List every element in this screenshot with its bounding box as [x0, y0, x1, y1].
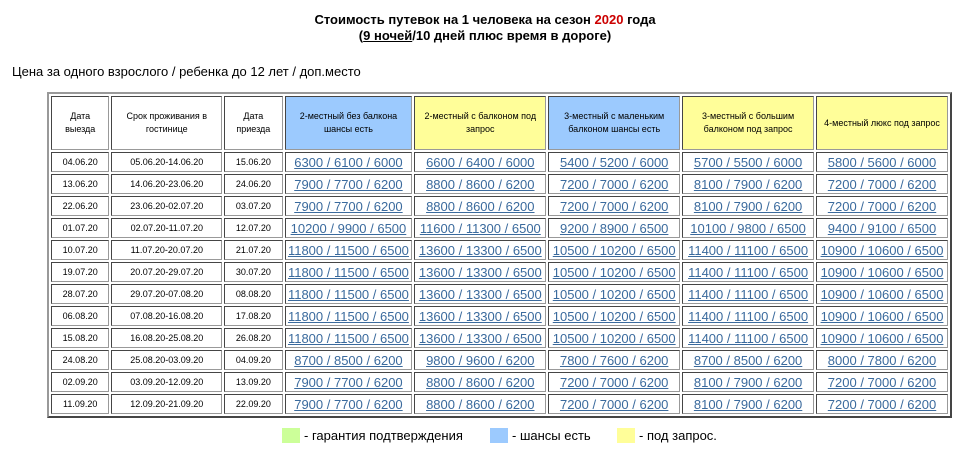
price-cell — [548, 372, 680, 392]
price-cell — [682, 394, 814, 414]
price-cell — [682, 174, 814, 194]
price-cell — [414, 306, 546, 326]
arrival-date-cell: 08.08.20 — [224, 284, 282, 304]
price-link[interactable]: 8100 / 7900 / 6200 — [693, 396, 803, 412]
price-cell — [548, 328, 680, 348]
title-line-2-open: ( — [358, 28, 364, 43]
price-cell — [682, 152, 814, 172]
table-row — [51, 240, 948, 260]
price-link[interactable]: 13600 / 13300 / 6500 — [418, 242, 542, 258]
price-link[interactable]: 11800 / 11500 / 6500 — [287, 286, 409, 302]
price-link[interactable]: 10900 / 10600 / 6500 — [820, 264, 944, 280]
price-cell — [414, 372, 546, 392]
price-link[interactable]: 7200 / 7000 / 6200 — [559, 198, 669, 214]
price-link[interactable]: 10500 / 10200 / 6500 — [552, 264, 676, 280]
title-prefix: Стоимость путевок на 1 человека на сезон — [314, 12, 595, 27]
arrival-date-cell: 21.07.20 — [224, 240, 282, 260]
price-cell — [816, 174, 948, 194]
price-cell — [414, 262, 546, 282]
price-cell — [682, 218, 814, 238]
price-cell — [414, 350, 546, 370]
price-link[interactable]: 11800 / 11500 / 6500 — [287, 242, 409, 258]
price-link[interactable]: 8800 / 8600 / 6200 — [426, 198, 535, 214]
price-link[interactable]: 8100 / 7900 / 6200 — [693, 374, 803, 390]
legend-swatch-green — [282, 428, 300, 443]
legend-label: - гарантия подтверждения — [304, 428, 463, 443]
price-link[interactable]: 5400 / 5200 / 6000 — [559, 154, 669, 170]
page-title — [0, 12, 970, 44]
price-cell — [548, 240, 680, 260]
header-cell-room-3-small-balcony: 3-местный с маленьким балконом шансы есть — [548, 96, 680, 150]
table-row — [51, 262, 948, 282]
price-cell — [285, 196, 413, 216]
price-link[interactable]: 8800 / 8600 / 6200 — [426, 176, 535, 192]
price-link[interactable]: 8800 / 8600 / 6200 — [426, 396, 535, 412]
price-link[interactable]: 11400 / 11100 / 6500 — [688, 286, 809, 302]
price-cell — [548, 284, 680, 304]
price-cell — [816, 218, 948, 238]
header-cell-arrival: Дата приезда — [224, 96, 282, 150]
price-link[interactable]: 7900 / 7700 / 6200 — [294, 176, 403, 192]
price-cell — [682, 306, 814, 326]
price-link[interactable]: 9400 / 9100 / 6500 — [827, 220, 937, 236]
table-row — [51, 174, 948, 194]
departure-date-cell: 02.09.20 — [51, 372, 109, 392]
arrival-date-cell: 22.09.20 — [224, 394, 282, 414]
price-link[interactable]: 10500 / 10200 / 6500 — [552, 330, 676, 346]
price-cell — [548, 350, 680, 370]
price-link[interactable]: 10900 / 10600 / 6500 — [820, 242, 944, 258]
price-cell — [816, 196, 948, 216]
price-cell — [548, 196, 680, 216]
price-link[interactable]: 7900 / 7700 / 6200 — [294, 396, 403, 412]
price-link[interactable]: 7200 / 7000 / 6200 — [559, 176, 669, 192]
price-link[interactable]: 9800 / 9600 / 6200 — [426, 352, 535, 368]
price-cell — [548, 306, 680, 326]
price-cell — [285, 240, 413, 260]
stay-period-cell: 20.07.20-29.07.20 — [111, 262, 222, 282]
header-cell-room-4-lux: 4-местный люкс под запрос — [816, 96, 948, 150]
price-cell — [285, 350, 413, 370]
price-link[interactable]: 10500 / 10200 / 6500 — [552, 286, 676, 302]
price-cell — [285, 284, 413, 304]
title-line-2-rest: /10 дней плюс время в дороге) — [412, 28, 612, 43]
price-link[interactable]: 7900 / 7700 / 6200 — [294, 198, 403, 214]
price-cell — [682, 372, 814, 392]
price-link[interactable]: 10900 / 10600 / 6500 — [820, 286, 944, 302]
price-link[interactable]: 7200 / 7000 / 6200 — [827, 396, 937, 412]
price-cell — [285, 152, 413, 172]
table-row — [51, 284, 948, 304]
price-link[interactable]: 11400 / 11100 / 6500 — [688, 242, 809, 258]
header-cell-room-2-balcony: 2-местный с балконом под запрос — [414, 96, 546, 150]
price-cell — [414, 196, 546, 216]
price-link[interactable]: 9200 / 8900 / 6500 — [559, 220, 669, 236]
price-link[interactable]: 11400 / 11100 / 6500 — [688, 264, 809, 280]
price-link[interactable]: 8800 / 8600 / 6200 — [426, 374, 535, 390]
departure-date-cell: 15.08.20 — [51, 328, 109, 348]
price-cell — [548, 152, 680, 172]
table-row — [51, 328, 948, 348]
price-link[interactable]: 8000 / 7800 / 6200 — [827, 352, 937, 368]
price-cell — [285, 262, 413, 282]
stay-period-cell: 03.09.20-12.09.20 — [111, 372, 222, 392]
table-row — [51, 306, 948, 326]
stay-period-cell: 25.08.20-03.09.20 — [111, 350, 222, 370]
price-link[interactable]: 10100 / 9800 / 6500 — [690, 220, 806, 236]
price-link[interactable]: 8100 / 7900 / 6200 — [693, 176, 803, 192]
stay-period-cell: 23.06.20-02.07.20 — [111, 196, 222, 216]
table-row — [51, 372, 948, 392]
legend-item-guarantee — [282, 428, 463, 443]
price-link[interactable]: 11600 / 11300 / 6500 — [419, 220, 541, 236]
price-cell — [816, 372, 948, 392]
legend-swatch-blue — [490, 428, 508, 443]
price-cell — [414, 218, 546, 238]
stay-period-cell: 14.06.20-23.06.20 — [111, 174, 222, 194]
table-row — [51, 196, 948, 216]
price-cell — [816, 262, 948, 282]
departure-date-cell: 28.07.20 — [51, 284, 109, 304]
price-link[interactable]: 11800 / 11500 / 6500 — [287, 308, 409, 324]
price-link[interactable]: 10500 / 10200 / 6500 — [552, 308, 676, 324]
table-row — [51, 350, 948, 370]
price-cell — [682, 328, 814, 348]
price-cell — [816, 350, 948, 370]
stay-period-cell: 05.06.20-14.06.20 — [111, 152, 222, 172]
departure-date-cell: 01.07.20 — [51, 218, 109, 238]
price-link[interactable]: 11800 / 11500 / 6500 — [287, 330, 409, 346]
price-cell — [816, 328, 948, 348]
price-cell — [682, 350, 814, 370]
title-year: 2020 — [594, 12, 624, 27]
arrival-date-cell: 03.07.20 — [224, 196, 282, 216]
price-cell — [548, 394, 680, 414]
table-row — [51, 218, 948, 238]
price-cell — [285, 306, 413, 326]
price-cell — [414, 174, 546, 194]
arrival-date-cell: 24.06.20 — [224, 174, 282, 194]
stay-period-cell: 16.08.20-25.08.20 — [111, 328, 222, 348]
price-cell — [285, 218, 413, 238]
price-cell — [548, 174, 680, 194]
nights-label: 9 ночей — [363, 28, 413, 43]
arrival-date-cell: 26.08.20 — [224, 328, 282, 348]
price-link[interactable]: 7200 / 7000 / 6200 — [827, 176, 937, 192]
table-row — [51, 394, 948, 414]
price-link[interactable]: 11400 / 11100 / 6500 — [688, 330, 809, 346]
price-cell — [816, 240, 948, 260]
departure-date-cell: 04.06.20 — [51, 152, 109, 172]
price-link[interactable]: 5700 / 5500 / 6000 — [693, 154, 803, 170]
price-cell — [816, 152, 948, 172]
departure-date-cell: 10.07.20 — [51, 240, 109, 260]
price-link[interactable]: 10200 / 9900 / 6500 — [290, 220, 407, 236]
price-link[interactable]: 13600 / 13300 / 6500 — [418, 330, 542, 346]
price-link[interactable]: 7900 / 7700 / 6200 — [294, 374, 403, 390]
price-cell — [285, 372, 413, 392]
price-cell — [816, 284, 948, 304]
legend-label: - шансы есть — [512, 428, 591, 443]
price-link[interactable]: 13600 / 13300 / 6500 — [418, 264, 542, 280]
price-link[interactable]: 11400 / 11100 / 6500 — [688, 308, 809, 324]
price-link[interactable]: 13600 / 13300 / 6500 — [418, 286, 542, 302]
price-link[interactable]: 7200 / 7000 / 6200 — [827, 374, 937, 390]
price-link[interactable]: 8700 / 8500 / 6200 — [693, 352, 803, 368]
price-link[interactable]: 7200 / 7000 / 6200 — [559, 374, 669, 390]
price-link[interactable]: 7200 / 7000 / 6200 — [827, 198, 937, 214]
stay-period-cell: 29.07.20-07.08.20 — [111, 284, 222, 304]
price-link[interactable]: 11800 / 11500 / 6500 — [287, 264, 409, 280]
price-link[interactable]: 8700 / 8500 / 6200 — [294, 352, 403, 368]
price-link[interactable]: 10900 / 10600 / 6500 — [820, 308, 944, 324]
price-cell — [414, 284, 546, 304]
stay-period-cell: 07.08.20-16.08.20 — [111, 306, 222, 326]
stay-period-cell: 11.07.20-20.07.20 — [111, 240, 222, 260]
price-cell — [285, 174, 413, 194]
departure-date-cell: 24.08.20 — [51, 350, 109, 370]
header-cell-stay: Срок проживания в гостинице — [111, 96, 222, 150]
title-line-1 — [0, 12, 970, 28]
title-suffix: года — [623, 12, 656, 27]
price-link[interactable]: 7200 / 7000 / 6200 — [559, 396, 669, 412]
departure-date-cell: 06.08.20 — [51, 306, 109, 326]
price-link[interactable]: 10500 / 10200 / 6500 — [552, 242, 676, 258]
arrival-date-cell: 15.06.20 — [224, 152, 282, 172]
departure-date-cell: 22.06.20 — [51, 196, 109, 216]
legend-label: - под запрос. — [639, 428, 717, 443]
header-cell-room-3-big-balcony: 3-местный с большим балконом под запрос — [682, 96, 814, 150]
price-cell — [285, 328, 413, 348]
price-cell — [682, 240, 814, 260]
price-link[interactable]: 6300 / 6100 / 6000 — [294, 154, 403, 170]
header-cell-room-2-no-balcony: 2-местный без балкона шансы есть — [285, 96, 413, 150]
departure-date-cell: 11.09.20 — [51, 394, 109, 414]
table-row — [51, 152, 948, 172]
arrival-date-cell: 30.07.20 — [224, 262, 282, 282]
price-cell — [414, 240, 546, 260]
price-cell — [285, 394, 413, 414]
price-link[interactable]: 13600 / 13300 / 6500 — [418, 308, 542, 324]
legend-item-chances — [490, 428, 591, 443]
arrival-date-cell: 13.09.20 — [224, 372, 282, 392]
arrival-date-cell: 17.08.20 — [224, 306, 282, 326]
price-cell — [548, 218, 680, 238]
price-cell — [816, 306, 948, 326]
price-cell — [414, 328, 546, 348]
price-link[interactable]: 8100 / 7900 / 6200 — [693, 198, 803, 214]
header-cell-departure: Дата выезда — [51, 96, 109, 150]
title-line-2 — [0, 28, 970, 44]
arrival-date-cell: 12.07.20 — [224, 218, 282, 238]
legend-item-on-request — [617, 428, 717, 443]
table-header-row — [51, 96, 948, 150]
price-cell — [682, 262, 814, 282]
price-link[interactable]: 6600 / 6400 / 6000 — [426, 154, 535, 170]
price-cell — [414, 394, 546, 414]
price-link[interactable]: 5800 / 5600 / 6000 — [827, 154, 937, 170]
stay-period-cell: 12.09.20-21.09.20 — [111, 394, 222, 414]
price-cell — [682, 196, 814, 216]
departure-date-cell: 13.06.20 — [51, 174, 109, 194]
price-link[interactable]: 10900 / 10600 / 6500 — [820, 330, 944, 346]
stay-period-cell: 02.07.20-11.07.20 — [111, 218, 222, 238]
price-note: Цена за одного взрослого / ребенка до 12 лет / доп.место — [12, 64, 361, 79]
departure-date-cell: 19.07.20 — [51, 262, 109, 282]
price-cell — [548, 262, 680, 282]
arrival-date-cell: 04.09.20 — [224, 350, 282, 370]
legend-swatch-yellow — [617, 428, 635, 443]
price-cell — [816, 394, 948, 414]
price-table — [47, 92, 952, 418]
price-cell — [414, 152, 546, 172]
price-link[interactable]: 7800 / 7600 / 6200 — [559, 352, 669, 368]
price-cell — [682, 284, 814, 304]
